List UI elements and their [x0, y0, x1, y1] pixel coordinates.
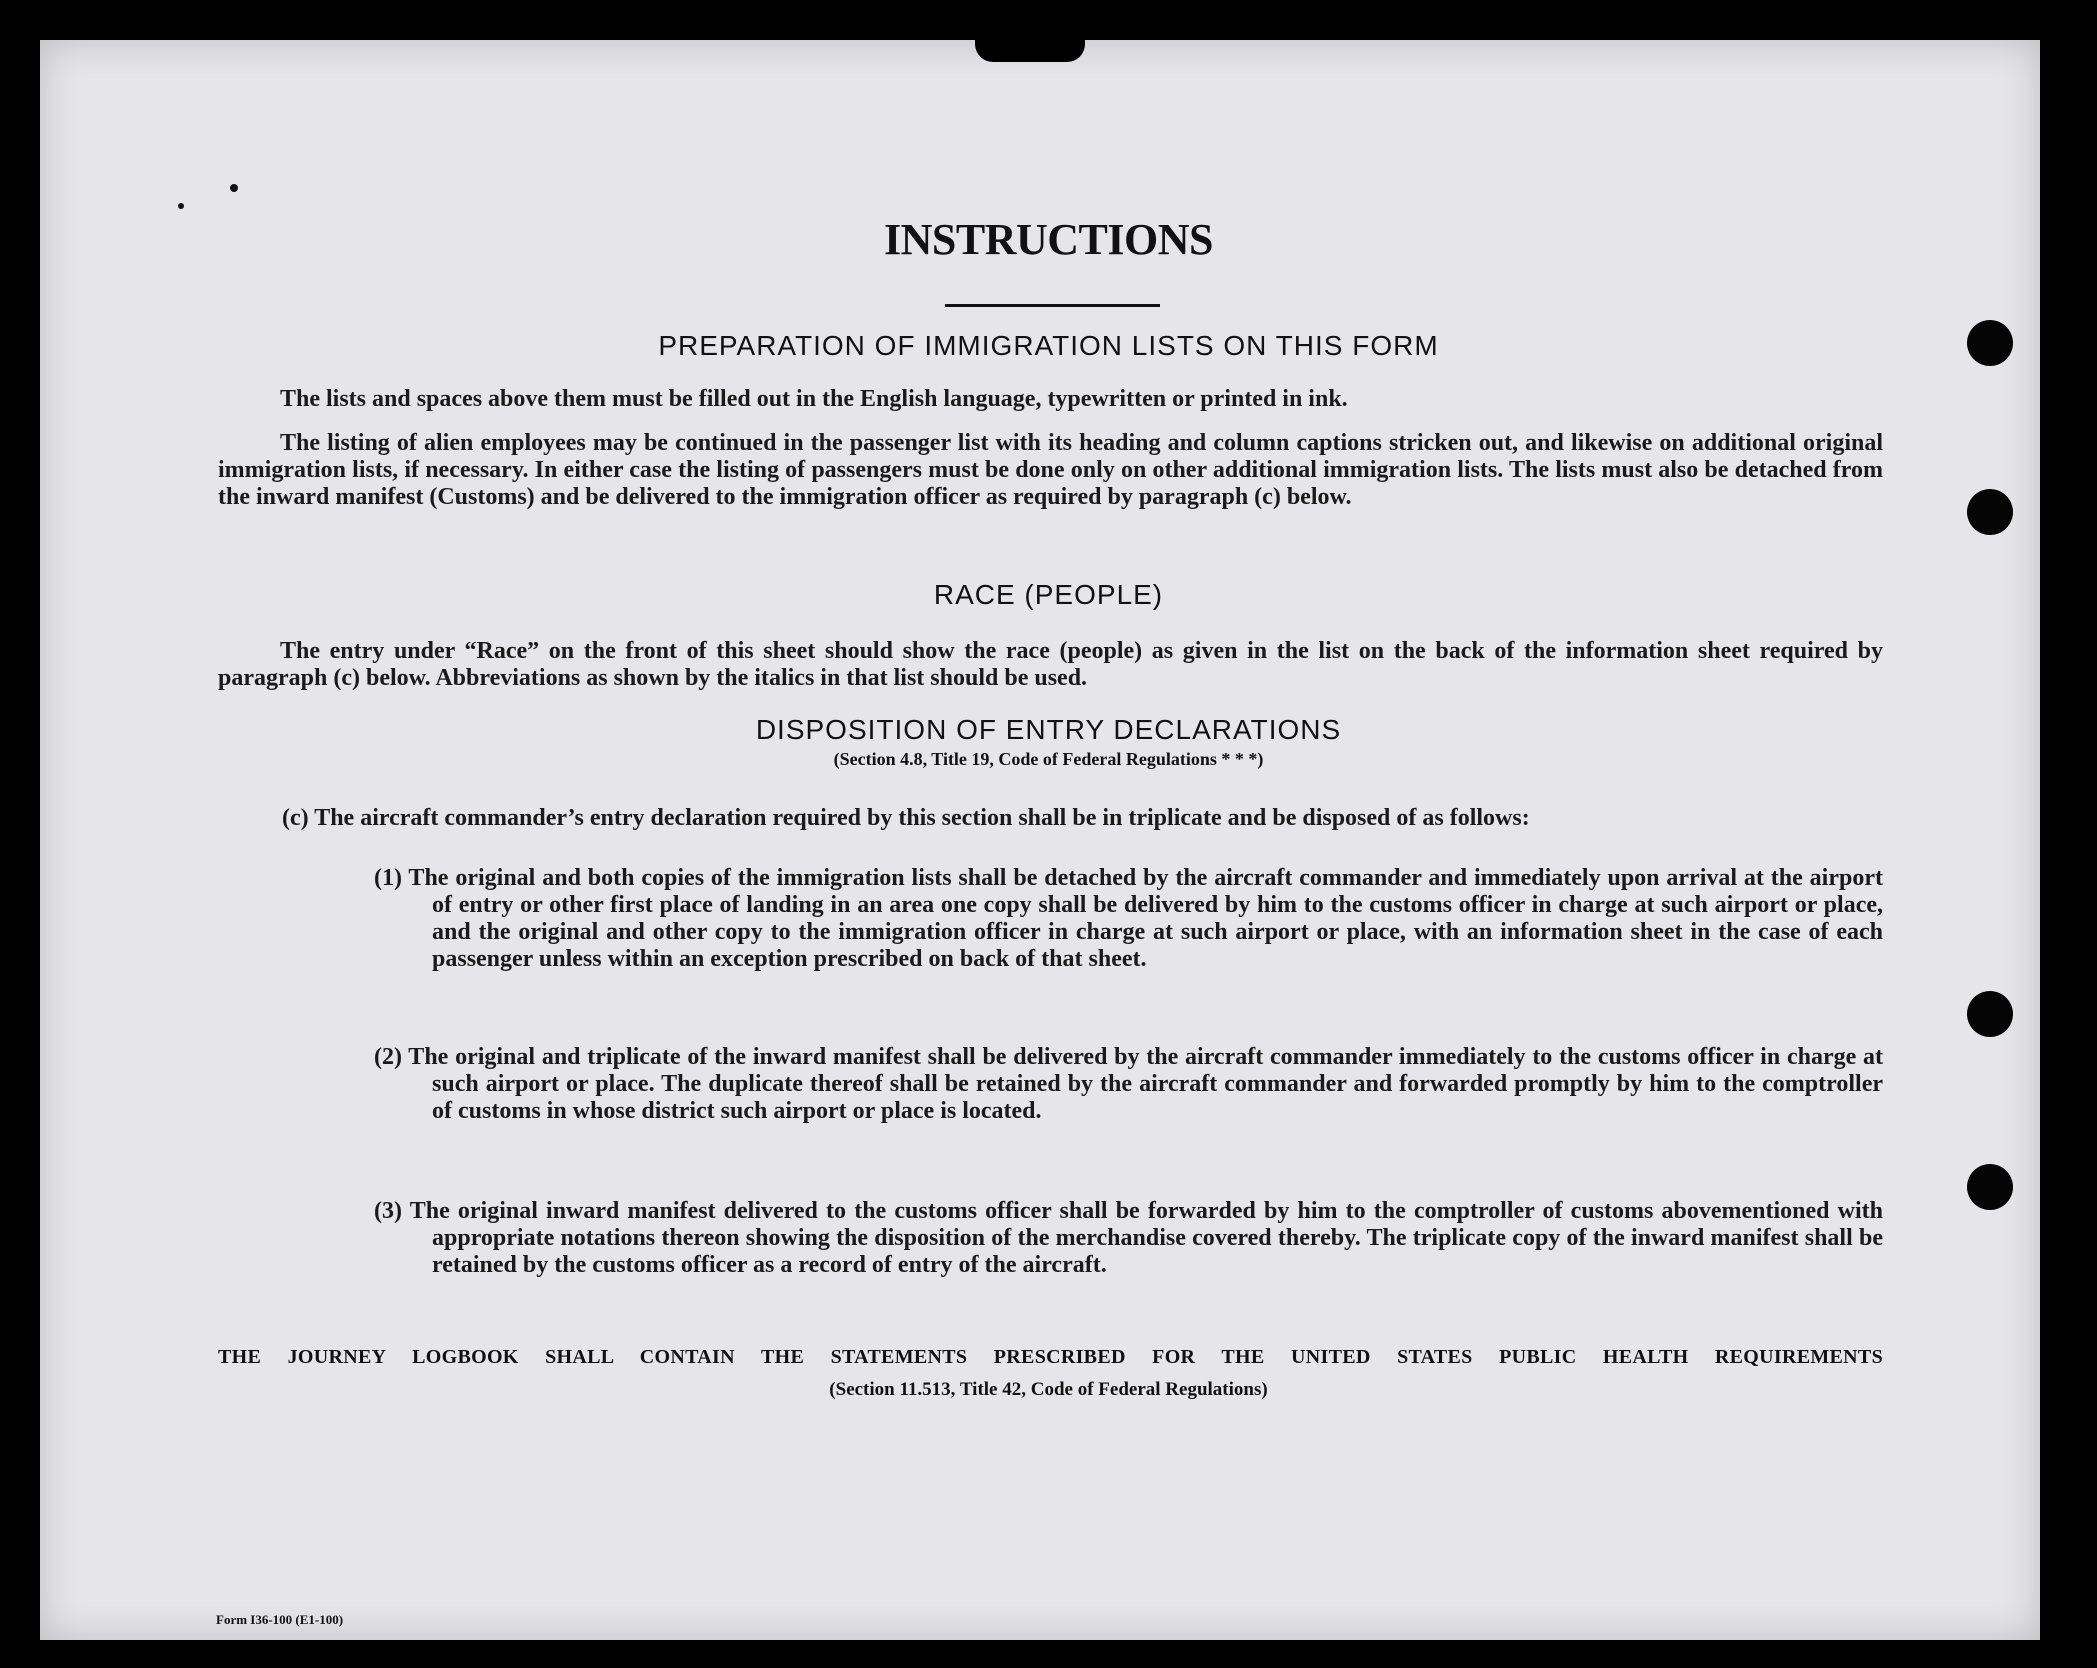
footer-statement: THE JOURNEY LOGBOOK SHALL CONTAIN THE STATEMENTS PRESCRIBED FOR THE UNITED STATES PUBLIC HEALTH REQUIREMENTS — [218, 1346, 1883, 1368]
section-heading-disposition: DISPOSITION OF ENTRY DECLARATIONS — [755, 714, 1342, 745]
footer-citation: (Section 11.513, Title 42, Code of Federal Regulations) — [829, 1379, 1268, 1400]
paragraph-c: (c) The aircraft commander’s entry declaration required by this section shall be in triplicate and be disposed of as follows: — [282, 805, 1530, 831]
ink-speck — [230, 184, 238, 192]
title-underline — [945, 304, 1160, 307]
list-item-1: (1) The original and both copies of the immigration lists shall be detached by the aircraft commander and immediately upon arrival at the airport of entry or other first place of landing in an area one copy shall be delivered by him to the customs officer in charge at such airport or place, and the original and other copy to the immigration officer in charge at such airport or place, with an information sheet in the case of each passenger unless within an exception prescribed on back of that sheet. — [374, 865, 1883, 972]
document-title: INSTRUCTIONS — [884, 215, 1213, 264]
page-notch — [975, 40, 1085, 62]
ink-speck — [178, 203, 184, 209]
section-heading-race: RACE (PEOPLE) — [933, 579, 1164, 610]
form-number: Form I36-100 (E1-100) — [216, 1612, 344, 1627]
punch-hole — [1967, 489, 2013, 535]
punch-hole — [1967, 991, 2013, 1037]
punch-hole — [1967, 1164, 2013, 1210]
paragraph-language: The lists and spaces above them must be filled out in the English language, typewritten or printed in ink. — [280, 386, 1348, 412]
list-item-3: (3) The original inward manifest delivered to the customs officer shall be forwarded by him to the comptroller of customs abovementioned with appropriate notations thereon showing the disposition of the merchandise covered thereby. The triplicate copy of the inward manifest shall be retained by the customs officer as a record of entry of the aircraft. — [374, 1198, 1883, 1278]
list-item-2: (2) The original and triplicate of the inward manifest shall be delivered by the aircraft commander immediately to the customs officer in charge at such airport or place. The duplicate thereof shall be retained by the aircraft commander and forwarded promptly by him to the comptroller of customs in whose district such airport or place is located. — [374, 1044, 1883, 1124]
paragraph-race: The entry under “Race” on the front of this sheet should show the race (people) as given in the list on the back of the information sheet required by paragraph (c) below. Abbreviations as shown by the italics in that list should be used. — [218, 638, 1883, 691]
section-heading-preparation: PREPARATION OF IMMIGRATION LISTS ON THIS FORM — [658, 330, 1439, 361]
section-citation: (Section 4.8, Title 19, Code of Federal Regulations * * *) — [833, 749, 1264, 769]
paragraph-alien-employees: The listing of alien employees may be continued in the passenger list with its heading and column captions stricken out, and likewise on additional original immigration lists, if necessary. In either case the listing of passengers must be done only on other additional immigration lists. The lists must also be detached from the inward manifest (Customs) and be delivered to the immigration officer as required by paragraph (c) below. — [218, 430, 1883, 510]
